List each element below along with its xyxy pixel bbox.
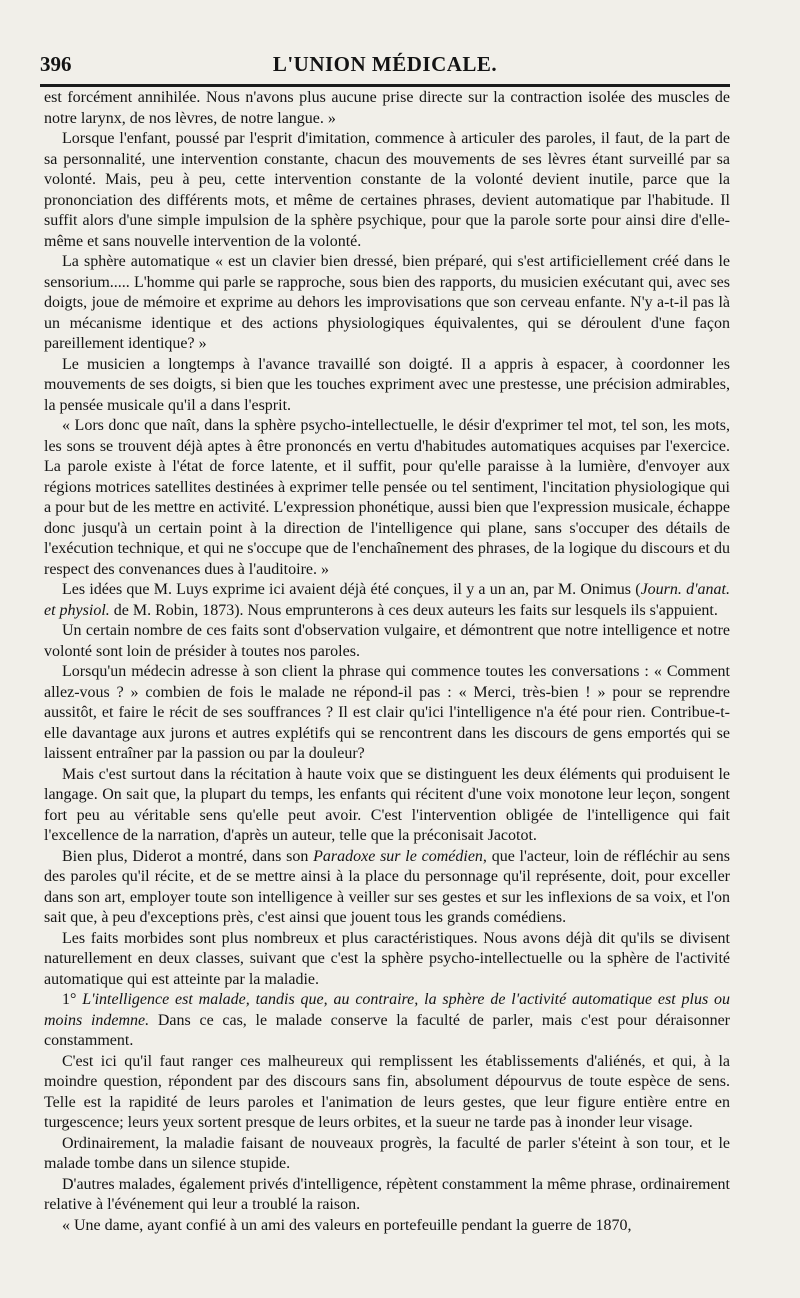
- paragraph-6-text-after: de M. Robin, 1873). Nous emprunterons à ces deux auteurs les faits sur lesquels ils s'appuient.: [109, 601, 718, 619]
- paragraph-7: Un certain nombre de ces faits sont d'observation vulgaire, et démontrent que notre intelligence et notre volonté sont loin de présider à toutes nos paroles.: [44, 622, 730, 660]
- paragraph-9: Mais c'est surtout dans la récitation à haute voix que se distinguent les deux éléments qui produisent le langage. On sait que, la plupart du temps, les enfants qui récitent d'une voix monotone leur leçon, songent fort peu au véritable sens qu'elle peut avoir. C'est l'intervention obligée de l'intelligence qui fait l'excellence de la narration, d'après un auteur, telle que la préconisait Jacotot.: [44, 765, 730, 844]
- paragraph-11: Les faits morbides sont plus nombreux et plus caractéristiques. Nous avons déjà dit qu'ils se divisent naturellement en deux classes, suivant que c'est la sphère psycho-intellectuelle ou la sphère de l'activité automatique qui est atteinte par la maladie.: [44, 929, 730, 988]
- paragraph-10-text-before: Bien plus, Diderot a montré, dans son: [62, 847, 314, 865]
- paragraph-12: [44, 990, 730, 1052]
- page-number: 396: [40, 52, 72, 76]
- paragraph-14: Ordinairement, la maladie faisant de nouveaux progrès, la faculté de parler s'éteint à son tour, et le malade tombe dans un silence stupide.: [44, 1134, 730, 1172]
- paragraph-12-heading: L'intelligence est malade, tandis que, au contraire, la sphère de l'activité automatique est plus ou moins indemne.: [44, 991, 731, 1029]
- paragraph-15: D'autres malades, également privés d'intelligence, répètent constamment la même phrase, ordinairement relative à l'événement qui leur a troublé la raison.: [44, 1175, 730, 1213]
- paragraph-10-work-title: Paradoxe sur le comédien: [313, 847, 483, 865]
- journal-title: L'UNION MÉDICALE.: [272, 52, 498, 76]
- paragraph-1: est forcément annihilée. Nous n'avons plus aucune prise directe sur la contraction isolée des muscles de notre larynx, de nos lèvres, de notre langue. »: [44, 89, 730, 127]
- paragraph-4: Le musicien a longtemps à l'avance travaillé son doigté. Il a appris à espacer, à coordonner les mouvements de ses doigts, si bien que les touches expriment avec une prestesse, une précision admirables, la pensée musicale qu'il a dans l'esprit.: [44, 355, 730, 414]
- paragraph-5: « Lors donc que naît, dans la sphère psycho-intellectuelle, le désir d'exprimer tel mot, tel son, les mots, les sons se trouvent déjà aptes à être prononcés en vertu d'habitudes automatiques acquises par l'exercice. La parole existe à l'état de force latente, et il suffit, pour qu'elle paraisse à la lumière, d'envoyer aux régions motrices satellites destinées à exprimer telle pensée ou tel sentiment, l'incitation physiologique qui a pour but de les mettre en activité. L'expression phonétique, aussi bien que l'expression musicale, échappe donc jusqu'à un certain point à la direction de l'intelligence qui plane, sans s'occuper des détails de l'exécution technique, et qui ne s'occupe que de l'enchaînement des phrases, de la logique du discours et du respect des convenances dues à l'auditoire. »: [44, 417, 730, 578]
- paragraph-12-text-before: 1°: [62, 991, 83, 1008]
- paragraph-6-citation: Journ. d'anat. et physiol.: [44, 581, 730, 619]
- paragraph-6-text-before: Les idées que M. Luys exprime ici avaient déjà été conçues, il y a un an, par M. Onimus (: [62, 581, 641, 598]
- paragraph-10: [44, 847, 730, 929]
- paragraph-16: « Une dame, ayant confié à un ami des valeurs en portefeuille pendant la guerre de 1870,: [62, 1216, 632, 1234]
- paragraph-6: [44, 580, 730, 621]
- paragraph-3: La sphère automatique « est un clavier bien dressé, bien préparé, qui s'est artificiellement créé dans le sensorium..... L'homme qui parle se rapproche, sous bien des rapports, du musicien exécutant qui, avec ses doigts, joue de mémoire et exprime au dehors les improvisations que son cerveau enfante. N'y a-t-il pas là un mécanisme identique et des actions physiologiques équivalentes, qui se déroulent d'une façon pareillement identique? »: [44, 253, 730, 352]
- paragraph-10-text-after: , que l'acteur, loin de réfléchir au sens des paroles qu'il récite, et de se mettre ainsi à la place du personnage qu'il représente, doit, pour exceller dans son art, employer toute son intelligence à veiller sur ses gestes et sur les inflexions de sa voix, et l'on sait que, à peu d'exceptions près, c'est ainsi que jouent tous les grands comédiens.: [44, 847, 730, 926]
- paragraph-2: Lorsque l'enfant, poussé par l'esprit d'imitation, commence à articuler des paroles, il faut, de la part de sa personnalité, une intervention constante, chacun des mouvements de ses lèvres étant surveillé par sa volonté. Mais, peu à peu, cette intervention constante de la volonté devient inutile, parce que la prononciation des différents mots, et même de certaines phrases, devient automatique par l'habitude. Il suffit alors d'une simple impulsion de la sphère psychique, pour que la parole sorte pour ainsi dire d'elle-même et sans nouvelle intervention de la volonté.: [44, 130, 730, 250]
- paragraph-12-text-after: Dans ce cas, le malade conserve la faculté de parler, mais c'est pour déraisonner constamment.: [44, 1011, 731, 1049]
- page-header: [40, 52, 730, 82]
- header-rule: [40, 84, 730, 87]
- article-body: [44, 88, 730, 1236]
- paragraph-8: Lorsqu'un médecin adresse à son client la phrase qui commence toutes les conversations : « Comment allez-vous ? » combien de fois le malade ne répond-il pas : « Merci, très-bien ! » pour se reprendre aussitôt, et faire le récit de ses souffrances ? Il est clair qu'ici l'intelligence n'a été pour rien. Contribue-t-elle davantage aux jurons et autres explétifs qui se rencontrent dans les discours de gens emportés qui se laissent entraîner par la passion ou par la douleur?: [44, 663, 730, 762]
- paragraph-13: C'est ici qu'il faut ranger ces malheureux qui remplissent les établissements d'aliénés, et qui, à la moindre question, répondent par des discours sans fin, absolument dépourvus de toute espèce de sens. Telle est la rapidité de leurs paroles et l'animation de leurs gestes, que leur figure entière entre en turgescence; leurs yeux sortent presque de leurs orbites, et la sueur ne tarde pas à inonder leur visage.: [44, 1052, 730, 1131]
